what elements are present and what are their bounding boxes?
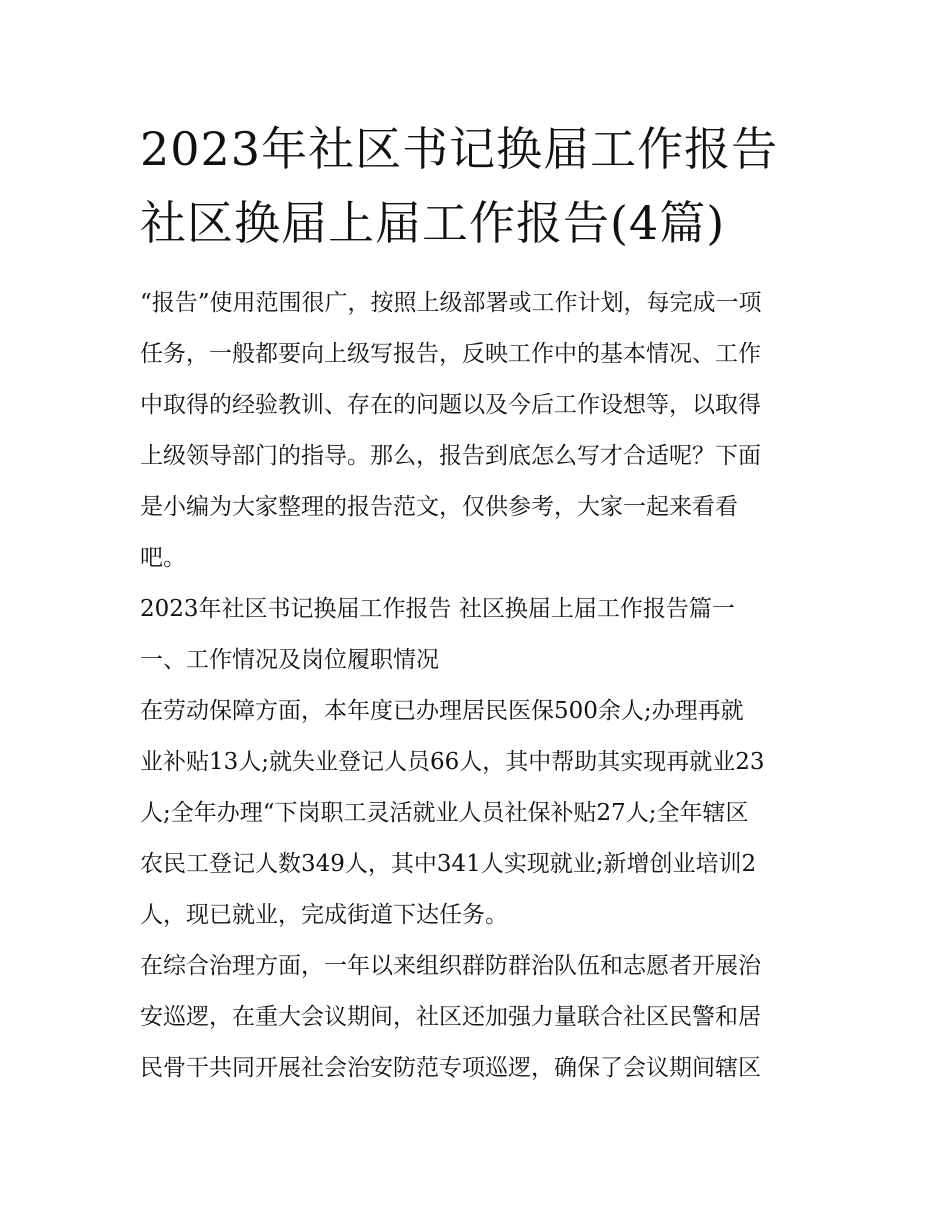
text-line: 上级领导部门的指导。那么，报告到底怎么写才合适呢？下面 [140, 443, 761, 469]
section-heading [140, 584, 820, 635]
document-body [140, 278, 820, 1094]
text-line: 人;全年办理“下岗职工灵活就业人员社保补贴27人;全年辖区 [140, 800, 749, 826]
text-line: 业补贴13人;就失业登记人员66人，其中帮助其实现再就业23 [140, 749, 765, 775]
governance-paragraph [140, 941, 820, 1094]
text-line: 安巡逻，在重大会议期间，社区还加强力量联合社区民警和居 [140, 1004, 761, 1030]
text-line: 在劳动保障方面，本年度已办理居民医保500余人;办理再就 [140, 698, 744, 724]
text-line: 一、工作情况及岗位履职情况 [140, 647, 439, 673]
text-line: 在综合治理方面，一年以来组织群防群治队伍和志愿者开展治 [140, 953, 761, 979]
text-line: 中取得的经验教训、存在的问题以及今后工作设想等，以取得 [140, 392, 761, 418]
text-line: 任务，一般都要向上级写报告，反映工作中的基本情况、工作 [140, 341, 761, 367]
title-line-1: 2023年社区书记换届工作报告 [140, 122, 779, 176]
intro-paragraph [140, 278, 820, 584]
subsection-heading [140, 635, 820, 686]
document-title [140, 112, 820, 260]
labor-security-paragraph [140, 686, 820, 941]
text-line: 民骨干共同开展社会治安防范专项巡逻，确保了会议期间辖区 [140, 1055, 761, 1081]
text-line: “报告”使用范围很广，按照上级部署或工作计划，每完成一项 [140, 290, 762, 316]
text-line: 吧。 [140, 545, 186, 571]
text-line: 农民工登记人数349人，其中341人实现就业;新增创业培训2 [140, 851, 757, 877]
text-line: 人，现已就业，完成街道下达任务。 [140, 902, 508, 928]
title-line-2: 社区换届上届工作报告(4篇) [140, 196, 726, 250]
text-line: 是小编为大家整理的报告范文，仅供参考，大家一起来看看 [140, 494, 738, 520]
text-line: 2023年社区书记换届工作报告 社区换届上届工作报告篇一 [140, 596, 735, 622]
